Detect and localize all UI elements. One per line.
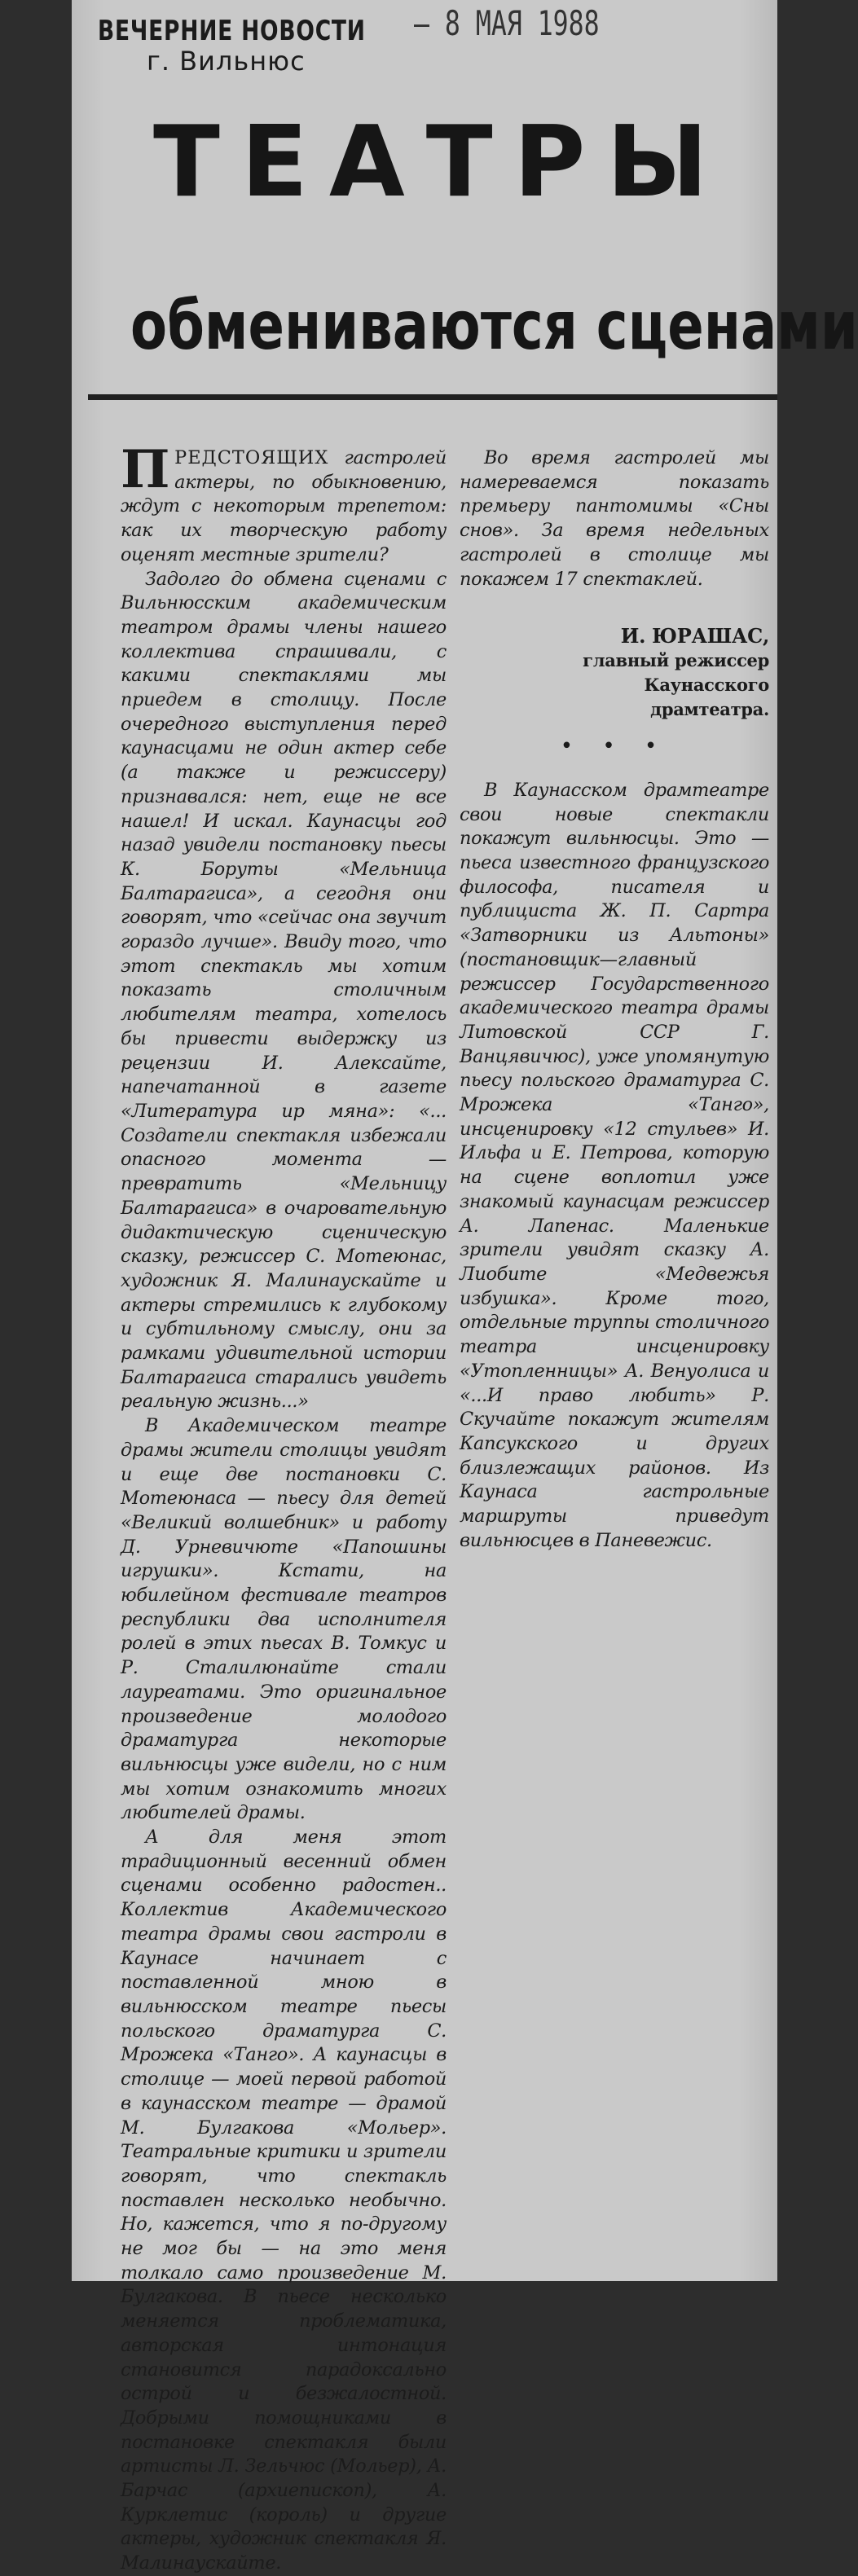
signature-role-2: Каунасского [644, 675, 769, 696]
signature-role-3: драмтеатра. [650, 699, 769, 720]
newspaper-clipping [72, 0, 858, 2574]
left-column [121, 439, 447, 2576]
date-stamp: — 8 МАЯ 1988 [414, 3, 600, 43]
signature-role-1: главный режиссер [583, 650, 769, 671]
headline-sub: обмениваются сценами [130, 288, 858, 365]
right-column [460, 446, 769, 1553]
lead-paragraph [121, 439, 447, 568]
signature [460, 624, 769, 722]
lead-text: гастролей актеры, по обыкновению, ждут с некоторым трепетом: как их творческую работу оценят местные зрители? [121, 447, 447, 565]
paragraph-2: Задолго до обмена сценами с Вильнюсским академическим театром драмы члены нашего коллектива спрашивали, с какими спектаклями мы приедем в столицу. После очередного выступления перед каунасцами не один актер себе (а также и режиссеру) признавался: нет, еще не все нашел! И искал. Каунасцы год назад увидели постановку пьесы К. Боруты «Мельница Балтарагиса», а сегодня они говорят, что «сейчас она звучит гораздо лучше». Ввиду того, что этот спектакль мы хотим показать столичным любителям театра, хотелось бы привести выдержку из рецензии И. Алексайте, напечатанной в газете «Литература ир мяна»: «... Создатели спектакля избежали опасного момента — превратить «Мельницу Балтарагиса» в очаровательную дидактическую сценическую сказку, режиссер С. Мотеюнас, художник Я. Малинаускайте и актеры стремились к глубокому и субтильному смыслу, они за рамками удивительной истории Балтарагиса старались увидеть реальную жизнь...» [121, 568, 447, 1413]
headline-main: ТЕАТРЫ [153, 106, 729, 219]
signature-name: И. ЮРАШАС, [620, 624, 769, 648]
headline-rule [88, 394, 777, 400]
newspaper-name: ВЕЧЕРНИЕ НОВОСТИ [98, 15, 366, 47]
masthead [98, 15, 442, 77]
lead-word: РЕДСТОЯЩИХ [174, 447, 329, 468]
paragraph-4: А для меня этот традиционный весенний обмен сценами особенно радостен.. Коллектив Академического театра драмы свои гастроли в Каунасе начинает с поставленной мною в вильнюсском театре пьесы польского драматурга С. Мрожека «Танго». А каунасцы в столице — моей первой работой в каунасском театре — драмой М. Булгакова «Мольер». Театральные критики и зрители говорят, что спектакль поставлен несколько необычно. Но, кажется, что я по-другому не мог бы — на это меня толкало само произведение М. Булгакова. В пьесе несколько меняется проблематика, авторская интонация становится парадоксально острой и безжалостной. Добрыми помощниками в постановке спектакля были артисты Л. Зельчюс (Мольер), А. Барчас (архиепископ), А. Курклетис (король) и другие актеры, художник спектакля Я. Малинаускайте. [121, 1826, 447, 2574]
paragraph-6: В Каунасском драмтеатре свои новые спектакли покажут вильнюсцы. Это — пьеса известного французского философа, писателя и публициста Ж. П. Сартра «Затворники из Альтоны» (постановщик—главный режиссер Государственного академического театра драмы Литовской ССР Г. Ванцявичюс), уже упомянутую пьесу польского драматурга С. Мрожека «Танго», инсценировку «12 стульев» И. Ильфа и Е. Петрова, которую на сцене воплотил уже знакомый каунасцам режиссер А. Лапенас. Маленькие зрители увидят сказку А. Лиобите «Медвежья избушка». Кроме того, отдельные труппы столичного театра инсценировку «Утопленницы» А. Венуолиса и «...И право любить» Р. Скучайте покажут жителям Капсукского и других близлежащих районов. Из Каунаса гастрольные маршруты приведут вильнюсцев в Паневежис. [460, 779, 769, 1551]
city-line: г. Вильнюс [147, 46, 306, 77]
paragraph-3: В Академическом театре драмы жители столицы увидят и еще две постановки С. Мотеюнаса — пьесу для детей «Великий волшебник» и работу Д. Урневичюте «Папошины игрушки». Кстати, на юбилейном фестивале театров республики два исполнителя ролей в этих пьесах В. Томкус и Р. Сталилюнайте стали лауреатами. Это оригинальное произведение молодого драматурга некоторые вильнюсцы уже видели, но с ним мы хотим ознакомить многих любителей драмы. [121, 1415, 447, 1824]
section-separator: • • • [560, 734, 669, 759]
drop-cap: П [121, 439, 170, 500]
paragraph-5: Во время гастролей мы намереваемся показать премьеру пантомимы «Сны снов». За время недельных гастролей в столице мы покажем 17 спектаклей. [460, 447, 769, 590]
